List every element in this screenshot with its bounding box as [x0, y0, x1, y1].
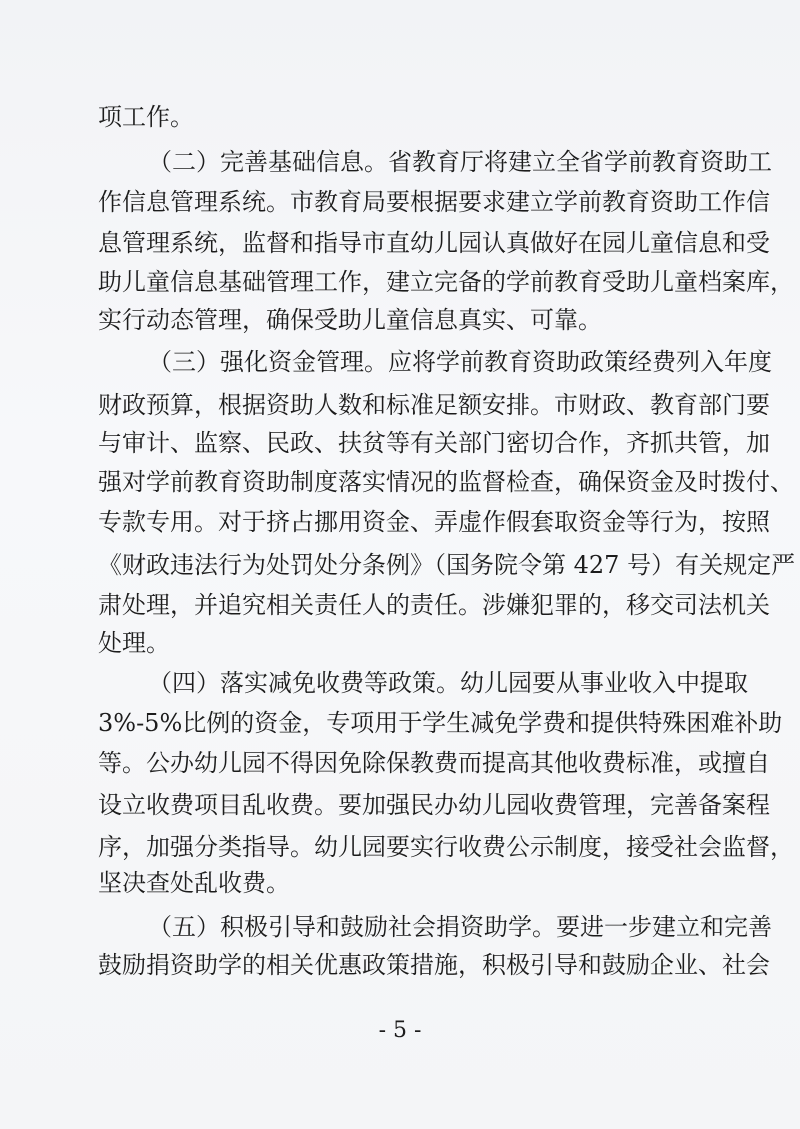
text-line: 与审计、监察、民政、扶贫等有关部门密切合作，齐抓共管，加	[98, 429, 770, 457]
text-line: 《财政违法行为处罚处分条例》（国务院令第 427 号）有关规定严	[98, 551, 796, 579]
text-line: 坚决查处乱收费。	[98, 869, 290, 897]
text-line: 作信息管理系统。市教育局要根据要求建立学前教育资助工作信	[98, 188, 770, 216]
page-number: - 5 -	[378, 1018, 422, 1043]
text-line: 助儿童信息基础管理工作，建立完备的学前教育受助儿童档案库，	[98, 268, 794, 296]
text-line: 肃处理，并追究相关责任人的责任。涉嫌犯罪的，移交司法机关	[98, 591, 770, 619]
text-line: （二）完善基础信息。省教育厅将建立全省学前教育资助工	[148, 148, 772, 176]
text-line: 等。公办幼儿园不得因免除保教费而提高其他收费标准，或擅自	[98, 749, 770, 777]
text-line: 处理。	[98, 629, 170, 657]
text-line: 项工作。	[98, 103, 194, 131]
text-line: 息管理系统，监督和指导市直幼儿园认真做好在园儿童信息和受	[98, 229, 770, 257]
text-line: 强对学前教育资助制度落实情况的监督检查，确保资金及时拨付、	[98, 468, 794, 496]
text-line: （四）落实减免收费等政策。幼儿园要从事业收入中提取	[148, 669, 748, 697]
text-line: 专款专用。对于挤占挪用资金、弄虚作假套取资金等行为，按照	[98, 508, 770, 536]
text-line: 鼓励捐资助学的相关优惠政策措施，积极引导和鼓励企业、社会	[98, 951, 770, 979]
text-line: 设立收费项目乱收费。要加强民办幼儿园收费管理，完善备案程	[98, 791, 770, 819]
text-line: 实行动态管理，确保受助儿童信息真实、可靠。	[98, 306, 602, 334]
text-line: 序，加强分类指导。幼儿园要实行收费公示制度，接受社会监督，	[98, 833, 794, 861]
text-line: （三）强化资金管理。应将学前教育资助政策经费列入年度	[148, 348, 772, 376]
text-line: 3%-5%比例的资金，专项用于学生减免学费和提供特殊困难补助	[98, 709, 783, 737]
text-line: 财政预算，根据资助人数和标准足额安排。市财政、教育部门要	[98, 391, 770, 419]
text-line: （五）积极引导和鼓励社会捐资助学。要进一步建立和完善	[148, 913, 772, 941]
